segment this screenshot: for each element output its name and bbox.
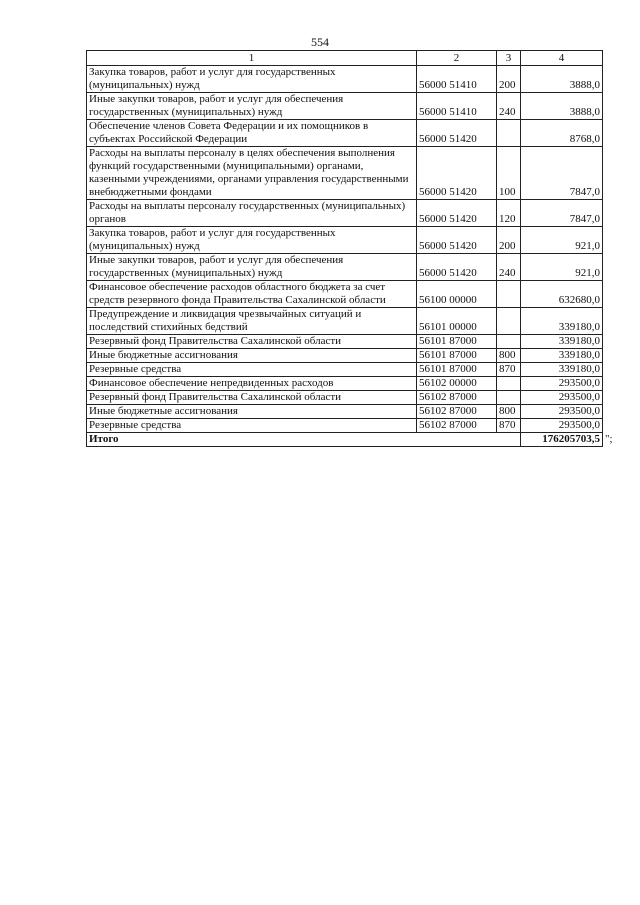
row-code: 56101 87000 xyxy=(417,363,497,377)
row-expense-type: 200 xyxy=(497,227,521,254)
column-header: 2 xyxy=(417,51,497,66)
total-label: Итого xyxy=(87,433,521,447)
row-description: Иные бюджетные ассигнования xyxy=(87,349,417,363)
row-code: 56000 51410 xyxy=(417,93,497,120)
row-description: Резервный фонд Правительства Сахалинской области xyxy=(87,391,417,405)
total-amount-cell xyxy=(521,433,613,447)
budget-table xyxy=(86,50,613,447)
table-row xyxy=(87,120,603,147)
row-expense-type: 870 xyxy=(497,419,521,433)
table-row xyxy=(87,349,603,363)
table-row xyxy=(87,66,603,93)
table-row xyxy=(87,147,603,200)
column-header: 3 xyxy=(497,51,521,66)
row-description: Финансовое обеспечение расходов областного бюджета за счет средств резервного фонда Правительства Сахалинской области xyxy=(87,281,417,308)
row-expense-type xyxy=(497,335,521,349)
row-code: 56101 00000 xyxy=(417,308,497,335)
row-code: 56102 00000 xyxy=(417,377,497,391)
row-amount: 921,0 xyxy=(521,254,603,281)
row-amount: 7847,0 xyxy=(521,147,603,200)
row-amount: 293500,0 xyxy=(521,405,603,419)
row-expense-type xyxy=(497,281,521,308)
row-code: 56000 51420 xyxy=(417,120,497,147)
row-code: 56000 51420 xyxy=(417,227,497,254)
row-description: Закупка товаров, работ и услуг для государственных (муниципальных) нужд xyxy=(87,66,417,93)
table-row xyxy=(87,377,603,391)
table-row xyxy=(87,391,603,405)
row-expense-type: 100 xyxy=(497,147,521,200)
row-code: 56102 87000 xyxy=(417,419,497,433)
row-expense-type xyxy=(497,308,521,335)
row-expense-type xyxy=(497,120,521,147)
table-header-row xyxy=(87,51,603,66)
row-amount: 339180,0 xyxy=(521,335,603,349)
table-row xyxy=(87,254,603,281)
column-header: 4 xyxy=(521,51,603,66)
row-amount: 7847,0 xyxy=(521,200,603,227)
row-amount: 293500,0 xyxy=(521,419,603,433)
row-description: Обеспечение членов Совета Федерации и их помощников в субъектах Российской Федерации xyxy=(87,120,417,147)
table-row xyxy=(87,93,603,120)
row-amount: 339180,0 xyxy=(521,349,603,363)
row-code: 56000 51420 xyxy=(417,200,497,227)
table-row xyxy=(87,281,603,308)
row-expense-type xyxy=(497,391,521,405)
row-code: 56101 87000 xyxy=(417,335,497,349)
row-expense-type: 870 xyxy=(497,363,521,377)
table-row xyxy=(87,227,603,254)
row-description: Резервные средства xyxy=(87,419,417,433)
row-expense-type: 200 xyxy=(497,66,521,93)
table-row xyxy=(87,419,603,433)
row-code: 56100 00000 xyxy=(417,281,497,308)
row-code: 56000 51420 xyxy=(417,254,497,281)
row-expense-type: 240 xyxy=(497,93,521,120)
row-amount: 293500,0 xyxy=(521,391,603,405)
row-amount: 3888,0 xyxy=(521,66,603,93)
table-row xyxy=(87,363,603,377)
row-code: 56102 87000 xyxy=(417,405,497,419)
row-description: Предупреждение и ликвидация чрезвычайных ситуаций и последствий стихийных бедствий xyxy=(87,308,417,335)
row-description: Иные закупки товаров, работ и услуг для обеспечения государственных (муниципальных) нужд xyxy=(87,93,417,120)
row-expense-type: 120 xyxy=(497,200,521,227)
row-description: Финансовое обеспечение непредвиденных расходов xyxy=(87,377,417,391)
row-amount: 339180,0 xyxy=(521,363,603,377)
page-number: 554 xyxy=(311,35,329,49)
row-amount: 8768,0 xyxy=(521,120,603,147)
row-description: Иные бюджетные ассигнования xyxy=(87,405,417,419)
row-amount: 3888,0 xyxy=(521,93,603,120)
row-description: Резервные средства xyxy=(87,363,417,377)
table-row xyxy=(87,308,603,335)
total-amount: 176205703,5 xyxy=(542,433,600,445)
row-description: Расходы на выплаты персоналу государственных (муниципальных) органов xyxy=(87,200,417,227)
row-code: 56102 87000 xyxy=(417,391,497,405)
table-row xyxy=(87,200,603,227)
table-row xyxy=(87,405,603,419)
row-amount: 339180,0 xyxy=(521,308,603,335)
table-row xyxy=(87,335,603,349)
row-description: Резервный фонд Правительства Сахалинской области xyxy=(87,335,417,349)
row-amount: 632680,0 xyxy=(521,281,603,308)
row-description: Закупка товаров, работ и услуг для государственных (муниципальных) нужд xyxy=(87,227,417,254)
row-expense-type: 800 xyxy=(497,349,521,363)
total-row xyxy=(87,433,603,447)
row-expense-type: 240 xyxy=(497,254,521,281)
row-amount: 921,0 xyxy=(521,227,603,254)
closing-quote-mark: "; xyxy=(605,433,613,445)
row-expense-type: 800 xyxy=(497,405,521,419)
row-description: Иные закупки товаров, работ и услуг для обеспечения государственных (муниципальных) нужд xyxy=(87,254,417,281)
row-description: Расходы на выплаты персоналу в целях обеспечения выполнения функций государственными (муниципальными) органами, казенными учреждениями, органами управления государственными внебюджетными фондами xyxy=(87,147,417,200)
column-header: 1 xyxy=(87,51,417,66)
row-code: 56000 51420 xyxy=(417,147,497,200)
row-code: 56101 87000 xyxy=(417,349,497,363)
row-expense-type xyxy=(497,377,521,391)
row-amount: 293500,0 xyxy=(521,377,603,391)
row-code: 56000 51410 xyxy=(417,66,497,93)
